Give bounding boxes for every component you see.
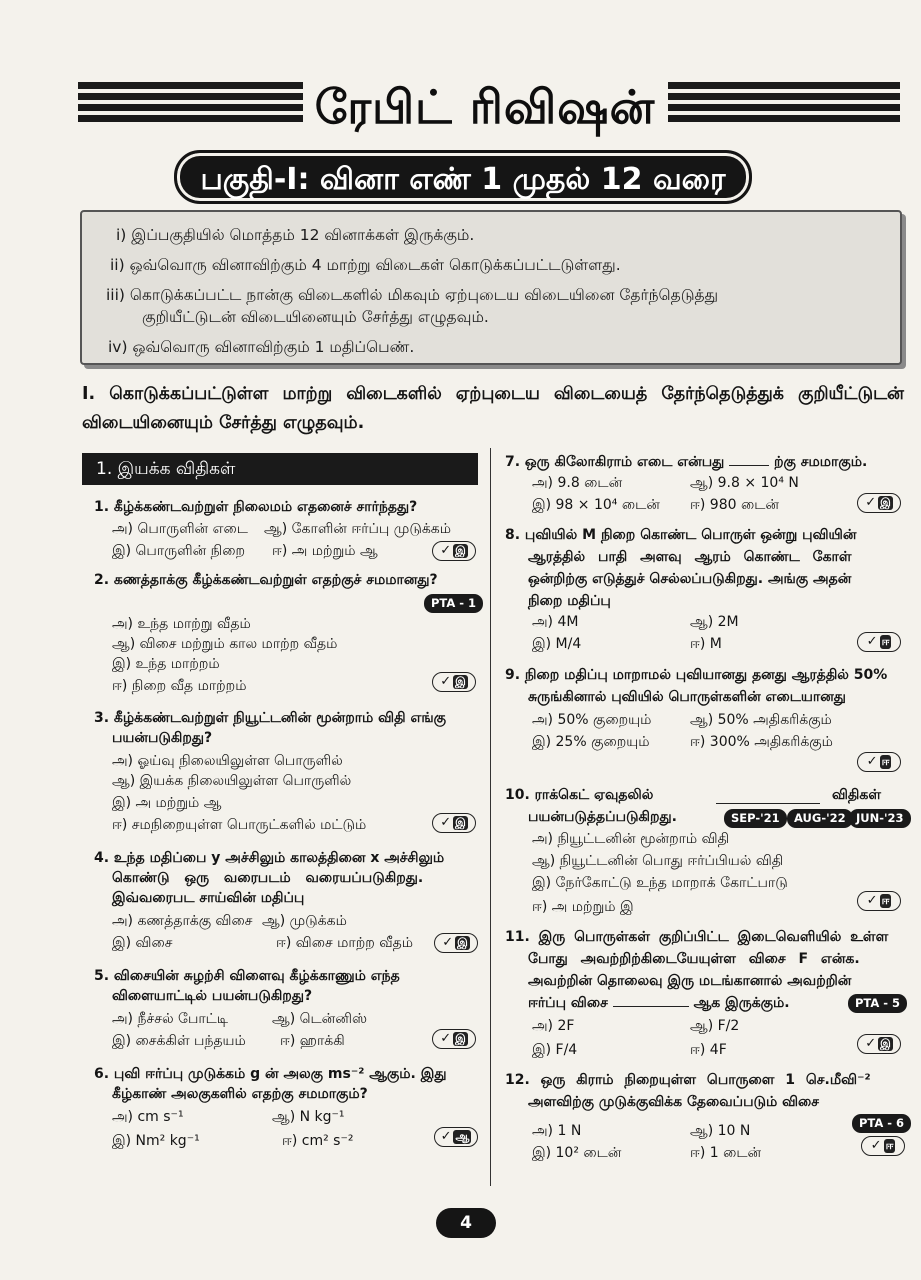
q10-option-c: இ) நேர்கோட்டு உந்த மாறாக் கோட்பாடு — [532, 875, 788, 891]
q5-option-d: ஈ) ஹாக்கி — [280, 1033, 345, 1049]
q7-blank — [729, 465, 769, 466]
q6-answer-badge — [434, 1127, 478, 1147]
q12-option-c: இ) 10² டைன் — [532, 1145, 622, 1161]
q8-answer: ஈ — [881, 635, 890, 648]
q10-exam-tag-1: SEP-'21 — [724, 809, 787, 828]
check-icon: ✓ — [866, 893, 878, 908]
check-icon: ✓ — [440, 1129, 452, 1144]
question-4-stem: 4. உந்த மதிப்பை y அச்சிலும் காலத்தினை x அச்சிலும் — [94, 850, 445, 866]
q1-answer-badge — [432, 541, 476, 561]
q3-option-b: ஆ) இயக்க நிலையிலுள்ள பொருளில் — [112, 773, 352, 789]
topic-heading: 1. இயக்க விதிகள் — [82, 453, 478, 485]
question-8-stem-cont3: நிறை மதிப்பு — [528, 593, 611, 609]
instruction-3-cont: குறியீட்டுடன் விடையினையும் சேர்த்து எழுதவும். — [142, 308, 489, 326]
question-12-stem-cont: அளவிற்கு முடுக்குவிக்க தேவைப்படும் விசை — [528, 1094, 820, 1110]
q9-option-a: அ) 50% குறையும் — [532, 712, 652, 728]
q9-option-d: ஈ) 300% அதிகரிக்கும் — [690, 734, 833, 750]
q4-option-a: அ) கணத்தாக்கு விசை — [112, 913, 253, 929]
question-4-stem-cont: கொண்டு ஒரு வரைபடம் வரையப்படுகிறது. — [112, 870, 424, 886]
q3-answer: இ — [455, 816, 466, 829]
question-7-stem — [505, 452, 867, 472]
q7-option-d: ஈ) 980 டைன் — [690, 497, 779, 513]
q6-option-c: இ) Nm² kg⁻¹ — [112, 1133, 200, 1149]
part-subtitle: பகுதி-I: வினா எண் 1 முதல் 12 வரை — [174, 150, 752, 204]
q6-answer: ஆ — [455, 1130, 470, 1143]
check-icon: ✓ — [866, 754, 878, 769]
instruction-3: iii) கொடுக்கப்பட்ட நான்கு விடைகளில் மிகவும் ஏற்புடைய விடையினை தேர்ந்தெடுத்து — [106, 286, 719, 304]
q5-option-c: இ) சைக்கிள் பந்தயம் — [112, 1033, 246, 1049]
q1-answer: இ — [455, 544, 466, 557]
question-8-stem-cont: ஆரத்தில் பாதி அளவு ஆரம் கொண்ட கோள் — [528, 549, 852, 565]
q11-option-a: அ) 2F — [532, 1018, 575, 1034]
q5-answer: இ — [455, 1032, 466, 1045]
question-11-stem: 11. இரு பொருள்கள் குறிப்பிட்ட இடைவெளியில் உள்ள — [505, 929, 889, 945]
q1-option-d: ஈ) அ மற்றும் ஆ — [272, 543, 378, 559]
question-1-stem: 1. கீழ்க்கண்டவற்றுள் நிலைமம் எதனைச் சார்ந்தது? — [94, 499, 418, 515]
question-8-stem: 8. புவியில் M நிறை கொண்ட பொருள் ஒன்று புவியின் — [505, 527, 857, 543]
q7-option-b: ஆ) 9.8 × 10⁴ N — [690, 475, 799, 491]
question-4-stem-cont2: இவ்வரைபட சாய்வின் மதிப்பு — [112, 890, 305, 906]
q10-option-a: அ) நியூட்டனின் மூன்றாம் விதி — [532, 831, 730, 847]
instruction-box — [80, 210, 902, 365]
check-icon: ✓ — [442, 935, 454, 950]
q7-answer: இ — [880, 496, 891, 509]
q9-answer-badge — [857, 752, 901, 772]
question-11-stem-cont3 — [528, 993, 790, 1013]
q10-answer: ஈ — [881, 894, 890, 907]
q11-option-c: இ) F/4 — [532, 1042, 578, 1058]
q7-answer-badge — [857, 493, 901, 513]
q12-option-a: அ) 1 N — [532, 1123, 582, 1139]
q12-option-d: ஈ) 1 டைன் — [690, 1145, 762, 1161]
page-title: ரேபிட் ரிவிஷன் — [314, 80, 656, 134]
q2-answer: இ — [455, 675, 466, 688]
q4-answer: இ — [457, 936, 468, 949]
q12-answer: ஈ — [885, 1139, 894, 1152]
header-stripes-left — [78, 82, 303, 132]
q6-option-d: ஈ) cm² s⁻² — [282, 1133, 354, 1149]
q2-option-a: அ) உந்த மாற்று வீதம் — [112, 616, 251, 632]
q9-answer: ஈ — [881, 755, 890, 768]
question-9-stem: 9. நிறை மதிப்பு மாறாமல் புவியானது தனது ஆரத்தில் 50% — [505, 667, 888, 683]
q10-option-d: ஈ) அ மற்றும் இ — [532, 899, 634, 915]
section-heading: I. கொடுக்கப்பட்டுள்ள மாற்று விடைகளில் ஏற்புடைய விடையைத் தேர்ந்தெடுத்துக் குறியீட்டுடன் விடையினையும் சேர்த்து எழுதவும். — [82, 384, 904, 433]
q10-answer-badge — [857, 891, 901, 911]
q5-option-a: அ) நீச்சல் போட்டி — [112, 1011, 228, 1027]
q11-stem-b: ஆக இருக்கும். — [693, 995, 790, 1011]
q11-answer: இ — [880, 1037, 891, 1050]
q4-option-d: ஈ) விசை மாற்ற வீதம் — [276, 935, 414, 951]
q3-option-d: ஈ) சமநிறையுள்ள பொருட்களில் மட்டும் — [112, 817, 367, 833]
q2-option-b: ஆ) விசை மற்றும் கால மாற்ற வீதம் — [112, 636, 338, 652]
check-icon: ✓ — [440, 1031, 452, 1046]
check-icon: ✓ — [865, 1036, 877, 1051]
q5-answer-badge — [432, 1029, 476, 1049]
question-6-stem: 6. புவி ஈர்ப்பு முடுக்கம் g ன் அலகு ms⁻² ஆகும். இது — [94, 1066, 447, 1082]
question-6-stem-cont: கீழ்காண் அலகுகளில் எதற்கு சமமாகும்? — [112, 1086, 368, 1102]
question-3-stem: 3. கீழ்க்கண்டவற்றுள் நியூட்டனின் மூன்றாம் விதி எங்கு — [94, 710, 446, 726]
q8-option-c: இ) M/4 — [532, 636, 582, 652]
header-stripes-right — [668, 82, 900, 132]
question-5-stem-cont: விளையாட்டில் பயன்படுகிறது? — [112, 988, 313, 1004]
check-icon: ✓ — [865, 495, 877, 510]
check-icon: ✓ — [440, 674, 452, 689]
q11-pta-tag: PTA - 5 — [848, 994, 907, 1013]
q10-blank — [716, 786, 820, 804]
question-2-stem: 2. கணத்தாக்கு கீழ்க்கண்டவற்றுள் எதற்குச் சமமானது? — [94, 572, 438, 588]
q6-option-b: ஆ) N kg⁻¹ — [272, 1109, 345, 1125]
q11-answer-badge — [857, 1034, 901, 1054]
q11-option-d: ஈ) 4F — [690, 1042, 727, 1058]
q9-option-c: இ) 25% குறையும் — [532, 734, 650, 750]
q2-answer-badge — [432, 672, 476, 692]
question-9-stem-cont: சுருங்கினால் புவியில் பொருள்களின் எடையானது — [528, 689, 846, 705]
q4-option-b: ஆ) முடுக்கம் — [262, 913, 347, 929]
q7-option-c: இ) 98 × 10⁴ டைன் — [532, 497, 660, 513]
q9-option-b: ஆ) 50% அதிகரிக்கும் — [690, 712, 832, 728]
q8-option-d: ஈ) M — [690, 636, 722, 652]
q8-answer-badge — [857, 632, 901, 652]
instruction-4: iv) ஒவ்வொரு வினாவிற்கும் 1 மதிப்பெண். — [108, 338, 415, 356]
q1-option-a: அ) பொருளின் எடை — [112, 521, 248, 537]
question-11-stem-cont2: அவற்றின் தொலைவு இரு மடங்கானால் அவற்றின் — [528, 973, 852, 989]
q11-option-b: ஆ) F/2 — [690, 1018, 740, 1034]
q8-option-a: அ) 4M — [532, 614, 579, 630]
page-number: 4 — [436, 1208, 496, 1238]
q10-exam-tag-3: JUN-'23 — [849, 809, 911, 828]
instruction-2: ii) ஒவ்வொரு வினாவிற்கும் 4 மாற்று விடைகள் கொடுக்கப்பட்டடுள்ளது. — [110, 256, 621, 274]
question-10-stem: 10. ராக்கெட் ஏவுதலில் — [505, 787, 654, 803]
q3-answer-badge — [432, 813, 476, 833]
q11-blank — [613, 1006, 689, 1007]
instruction-1: i) இப்பகுதியில் மொத்தம் 12 வினாக்கள் இருக்கும். — [116, 226, 475, 244]
q12-answer-badge — [861, 1136, 905, 1156]
q6-option-a: அ) cm s⁻¹ — [112, 1109, 184, 1125]
question-3-stem-cont: பயன்படுகிறது? — [112, 730, 213, 746]
q5-option-b: ஆ) டென்னிஸ் — [272, 1011, 368, 1027]
q11-stem-a: ஈர்ப்பு விசை — [528, 995, 608, 1011]
question-5-stem: 5. விசையின் சுழற்சி விளைவு கீழ்க்காணும் எந்த — [94, 968, 400, 984]
q7-stem-a: 7. ஒரு கிலோகிராம் எடை என்பது — [505, 454, 725, 470]
q7-option-a: அ) 9.8 டைன் — [532, 475, 623, 491]
check-icon: ✓ — [866, 634, 878, 649]
q1-option-b: ஆ) கோளின் ஈர்ப்பு முடுக்கம் — [264, 521, 452, 537]
q2-option-c: இ) உந்த மாற்றம் — [112, 656, 220, 672]
q10-option-b: ஆ) நியூட்டனின் பொது ஈர்ப்பியல் விதி — [532, 853, 784, 869]
question-12-stem: 12. ஒரு கிராம் நிறையுள்ள பொருளை 1 செ.மீவி⁻² — [505, 1072, 871, 1088]
question-10-stem-cont: பயன்படுத்தப்படுகிறது. — [528, 809, 677, 825]
q10-exam-tag-2: AUG-'22 — [787, 809, 853, 828]
q2-option-d: ஈ) நிறை வீத மாற்றம் — [112, 678, 247, 694]
q3-option-c: இ) அ மற்றும் ஆ — [112, 795, 222, 811]
q4-option-c: இ) விசை — [112, 935, 173, 951]
q7-stem-b: ற்கு சமமாகும். — [774, 454, 868, 470]
question-11-stem-cont: போது அவற்றிற்கிடையேயுள்ள விசை F என்க. — [528, 951, 860, 967]
q4-answer-badge — [434, 933, 478, 953]
column-divider — [490, 448, 491, 1186]
check-icon: ✓ — [440, 543, 452, 558]
question-8-stem-cont2: ஒன்றிற்கு எடுத்துச் செல்லப்படுகிறது. அங்கு அதன் — [528, 571, 852, 587]
q2-pta-tag: PTA - 1 — [424, 594, 483, 613]
question-10-stem-b: விதிகள் — [832, 787, 881, 803]
q3-option-a: அ) ஓய்வு நிலையிலுள்ள பொருளில் — [112, 753, 343, 769]
q1-option-c: இ) பொருளின் நிறை — [112, 543, 246, 559]
check-icon: ✓ — [870, 1138, 882, 1153]
q8-option-b: ஆ) 2M — [690, 614, 739, 630]
q12-option-b: ஆ) 10 N — [690, 1123, 751, 1139]
check-icon: ✓ — [440, 815, 452, 830]
q12-pta-tag: PTA - 6 — [852, 1114, 911, 1133]
